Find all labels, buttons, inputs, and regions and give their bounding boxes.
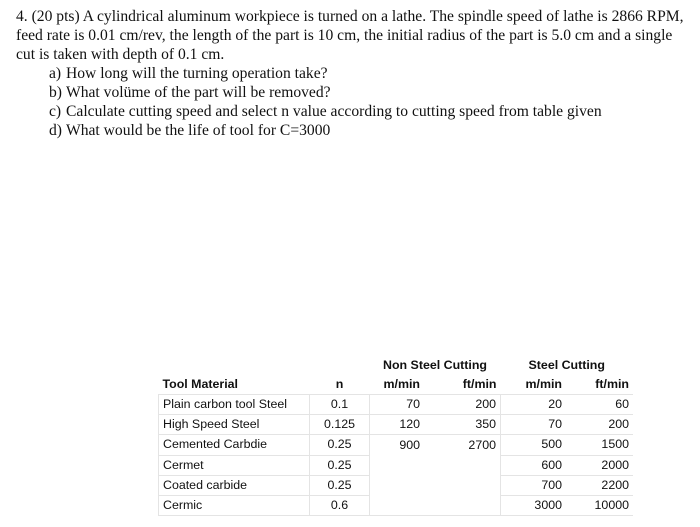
- column-header-non-steel-m-min: m/min: [370, 375, 425, 395]
- column-header-row: [159, 375, 634, 395]
- cell-n: 0.125: [310, 415, 370, 435]
- table-row: [159, 495, 634, 515]
- column-header-tool-material: Tool Material: [159, 375, 310, 395]
- group-header-row: [159, 356, 634, 375]
- column-header-n: n: [310, 375, 370, 395]
- question-c: [16, 102, 692, 121]
- cell-non-steel-m-min: [370, 455, 425, 475]
- cell-n: 0.1: [310, 395, 370, 415]
- question-label: d): [49, 122, 62, 139]
- question-d: [16, 121, 692, 140]
- column-header-non-steel-ft-min: ft/min: [424, 375, 501, 395]
- question-text: How long will the turning operation take?: [66, 65, 328, 82]
- group-header-steel: Steel Cutting: [528, 358, 605, 372]
- cell-n: 0.25: [310, 455, 370, 475]
- cell-non-steel-m-min: 70: [370, 395, 425, 415]
- cell-material: Coated carbide: [159, 475, 310, 495]
- column-header-steel-m-min: m/min: [501, 375, 567, 395]
- cell-steel-ft-min: 200: [566, 415, 633, 435]
- cell-n: 0.25: [310, 475, 370, 495]
- cell-non-steel-m-min: 900: [370, 435, 425, 455]
- cell-material: Cemented Carbdie: [159, 435, 310, 455]
- question-text: What volüme of the part will be removed?: [66, 84, 331, 101]
- table-row: [159, 395, 634, 415]
- question-label: b): [49, 84, 62, 101]
- question-list: [16, 64, 692, 140]
- cell-non-steel-ft-min: [424, 475, 501, 495]
- question-a: [16, 64, 692, 83]
- cell-non-steel-ft-min: 200: [424, 395, 501, 415]
- cell-steel-m-min: 20: [501, 395, 567, 415]
- question-text: Calculate cutting speed and select n value according to cutting speed from table given: [66, 103, 602, 120]
- cell-material: Cermet: [159, 455, 310, 475]
- cell-steel-m-min: 600: [501, 455, 567, 475]
- table-row: [159, 475, 634, 495]
- group-header-non-steel: Non Steel Cutting: [383, 358, 487, 372]
- cell-n: 0.25: [310, 435, 370, 455]
- cell-non-steel-ft-min: 2700: [424, 435, 501, 455]
- cell-steel-m-min: 3000: [501, 495, 567, 515]
- cell-steel-ft-min: 2200: [566, 475, 633, 495]
- question-label: c): [49, 103, 62, 120]
- cell-material: Cermic: [159, 495, 310, 515]
- column-header-steel-ft-min: ft/min: [566, 375, 633, 395]
- cell-steel-ft-min: 2000: [566, 455, 633, 475]
- cell-n: 0.6: [310, 495, 370, 515]
- cell-non-steel-m-min: [370, 495, 425, 515]
- problem-statement: 4. (20 pts) A cylindrical aluminum workpiece is turned on a lathe. The spindle speed of lathe is 2866 RPM, feed rate is 0.01 cm/rev, the length of the part is 10 cm, the initial radius of the part is 5.0 cm and a single cut is taken with depth of 0.1 cm.: [16, 8, 684, 63]
- table-row: [159, 415, 634, 435]
- cell-steel-ft-min: 60: [566, 395, 633, 415]
- cell-material: High Speed Steel: [159, 415, 310, 435]
- cell-steel-m-min: 500: [501, 435, 567, 455]
- question-text: What would be the life of tool for C=3000: [66, 122, 331, 139]
- cell-non-steel-ft-min: [424, 495, 501, 515]
- cell-material: Plain carbon tool Steel: [159, 395, 310, 415]
- cell-non-steel-ft-min: 350: [424, 415, 501, 435]
- cell-steel-ft-min: 1500: [566, 435, 633, 455]
- cell-steel-m-min: 700: [501, 475, 567, 495]
- problem-text: [16, 7, 692, 140]
- question-b: [16, 83, 692, 102]
- cell-steel-m-min: 70: [501, 415, 567, 435]
- cell-non-steel-ft-min: [424, 455, 501, 475]
- question-label: a): [49, 65, 62, 82]
- cell-steel-ft-min: 10000: [566, 495, 633, 515]
- cell-non-steel-m-min: 120: [370, 415, 425, 435]
- table-row: [159, 435, 634, 455]
- table-row: [159, 455, 634, 475]
- tool-life-table: [158, 356, 633, 516]
- cell-non-steel-m-min: [370, 475, 425, 495]
